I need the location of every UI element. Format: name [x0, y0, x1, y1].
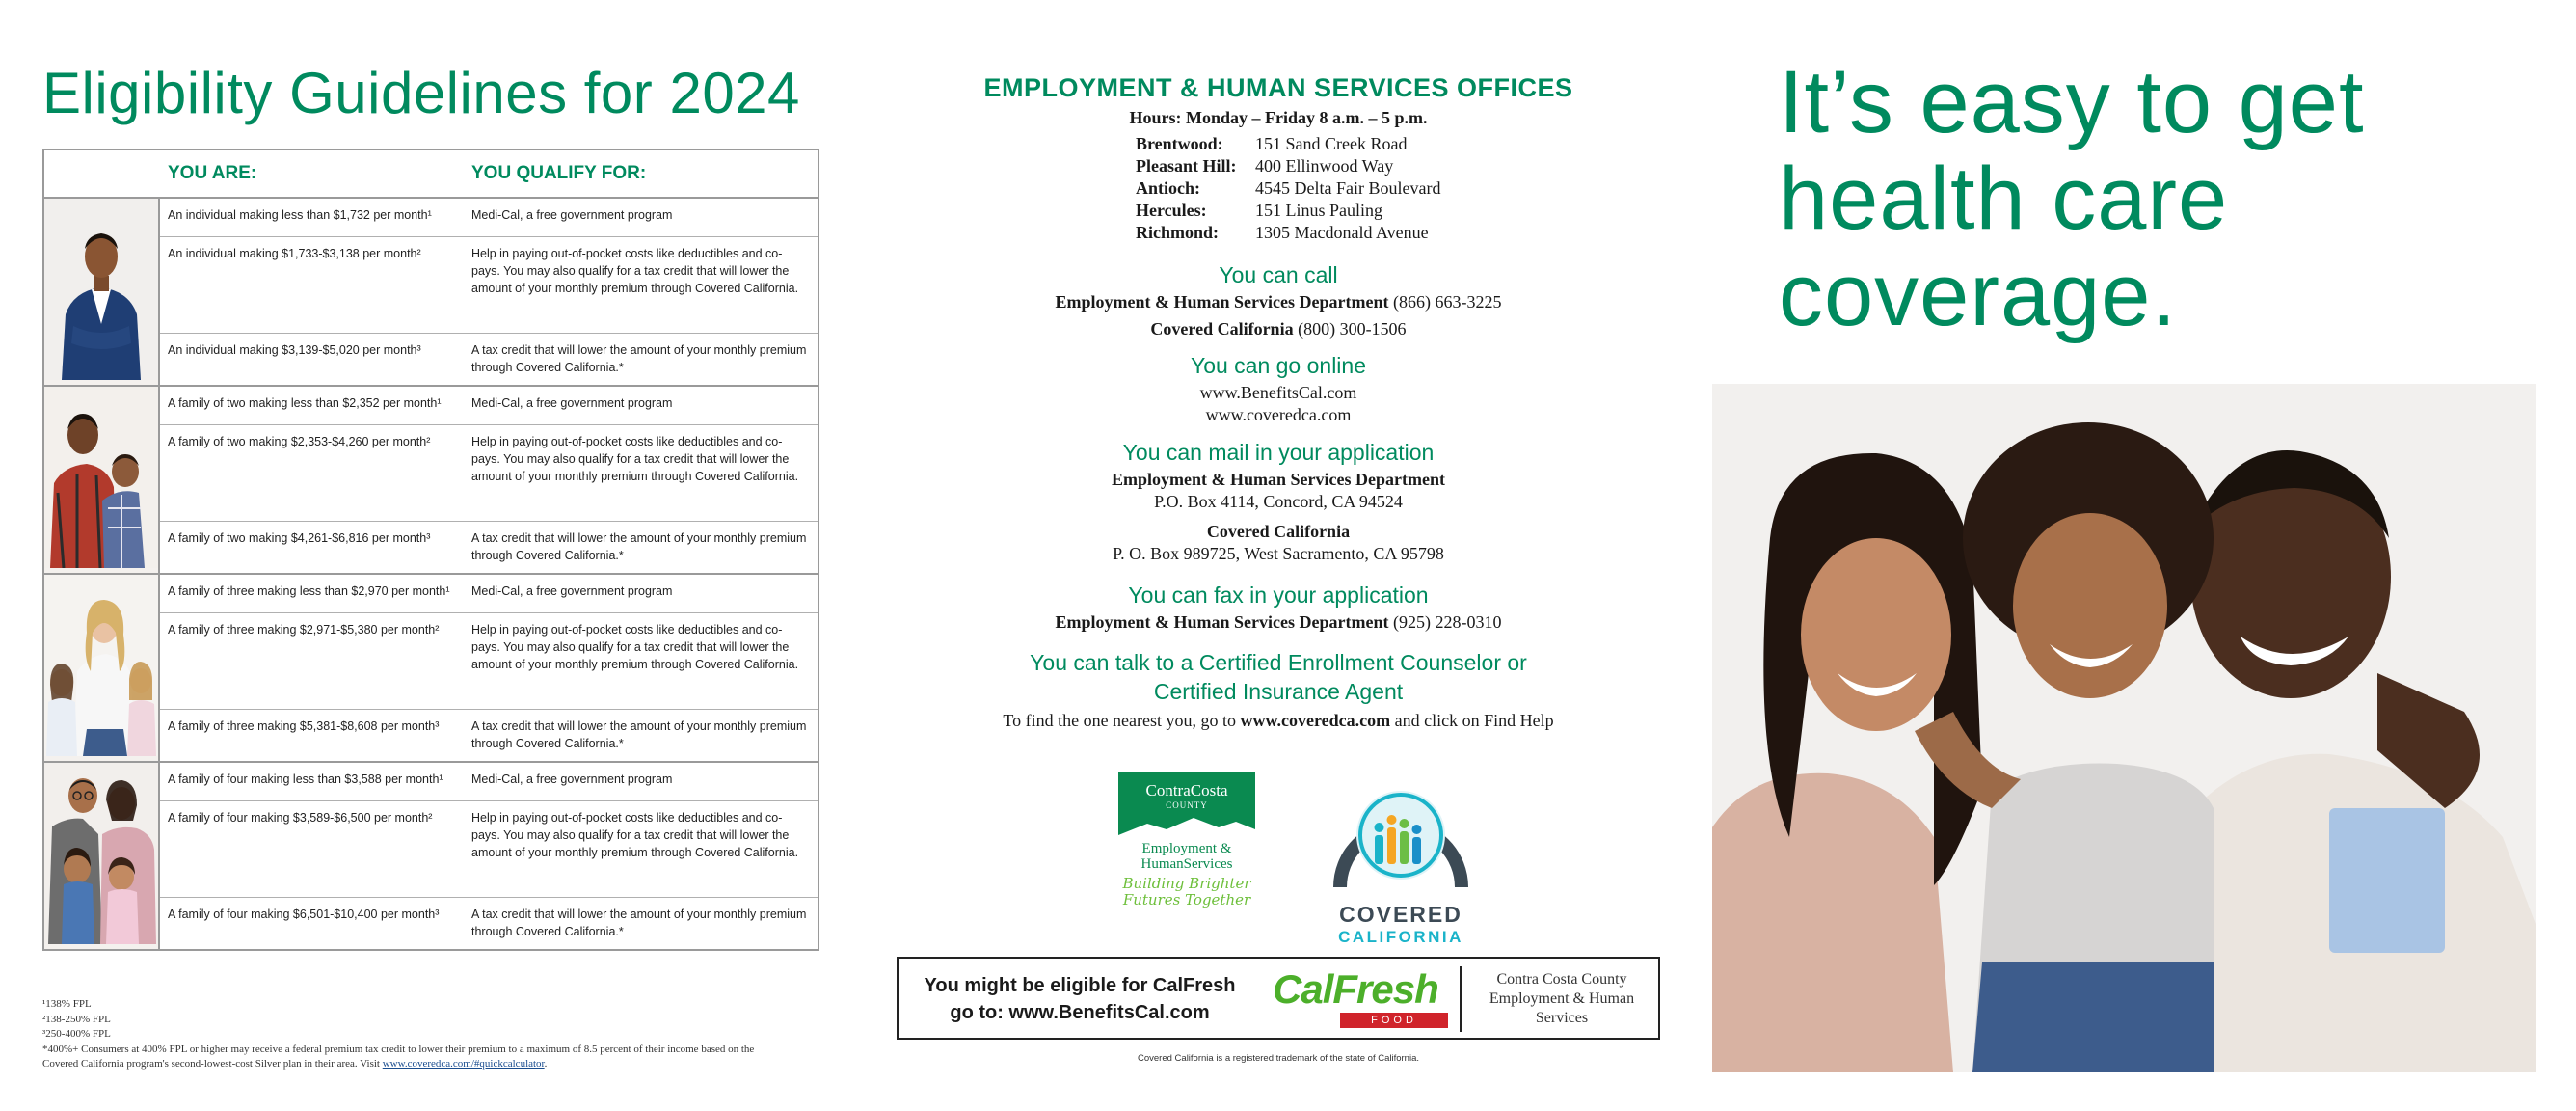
you-are-cell: A family of four making less than $3,588 per month¹: [168, 772, 443, 786]
cover-headline: [1779, 54, 2396, 343]
fax-line: [897, 611, 1660, 634]
table-group-individual: [44, 199, 818, 387]
page-title: Eligibility Guidelines for 2024: [42, 61, 800, 125]
table-row: [160, 425, 818, 522]
cc-tag-2: Futures Together: [1122, 891, 1251, 908]
table-row: [160, 199, 818, 237]
cc-ehs: [1118, 841, 1255, 872]
table-row: [160, 334, 818, 380]
office-item: [1136, 200, 1440, 222]
office-item: [1136, 177, 1440, 200]
office-list: [1136, 133, 1440, 244]
qualify-cell: A tax credit that will lower the amount of your monthly premium through Covered California.*: [471, 531, 807, 562]
quick-calculator-link[interactable]: www.coveredca.com/#quickcalculator: [382, 1058, 545, 1070]
table-row: [160, 763, 818, 801]
office-name: Hercules:: [1136, 201, 1207, 220]
header-you-qualify: YOU QUALIFY FOR:: [471, 163, 647, 183]
office-name: Brentwood:: [1136, 134, 1223, 153]
covered-california-logo: [1328, 772, 1473, 947]
counselor-post: and click on Find Help: [1390, 711, 1554, 730]
footnote-4-end: .: [544, 1058, 548, 1070]
office-address: 1305 Macdonald Avenue: [1255, 223, 1429, 242]
qualify-cell: Help in paying out-of-pocket costs like deductibles and co-pays. You may also qualify for a tax credit that will lower the amount of your monthly premium through Covered California.: [471, 435, 799, 483]
office-address: 400 Ellinwood Way: [1255, 156, 1394, 176]
smiling-family-photo: [1712, 384, 2536, 1072]
coveredca-link[interactable]: www.coveredca.com: [1205, 405, 1352, 424]
fax-heading: You can fax in your application: [1128, 583, 1429, 608]
contra-costa-logo: [1118, 772, 1255, 908]
you-are-cell: A family of three making $2,971-$5,380 per month²: [168, 623, 440, 637]
office-item: [1136, 133, 1440, 155]
calfresh-banner: [897, 957, 1660, 1040]
office-name: Antioch:: [1136, 178, 1200, 198]
office-item: [1136, 222, 1440, 244]
qualify-cell: Help in paying out-of-pocket costs like deductibles and co-pays. You may also qualify for a tax credit that will lower the amount of your monthly premium through Covered California.: [471, 247, 799, 295]
table-row: [160, 237, 818, 334]
table-row: [160, 522, 818, 568]
you-are-cell: A family of three making $5,381-$8,608 per month³: [168, 719, 440, 733]
fax-number: (925) 228-0310: [1388, 612, 1502, 632]
cc-ehs-1: Employment &: [1141, 841, 1232, 856]
counselor-heading-2: Certified Insurance Agent: [1153, 679, 1404, 704]
covered-sub: CALIFORNIA: [1338, 928, 1463, 946]
office-address: 151 Sand Creek Road: [1255, 134, 1408, 153]
mail-heading: You can mail in your application: [1122, 440, 1435, 465]
table-row: [160, 575, 818, 613]
single-man-photo: [44, 199, 160, 385]
cc-ehs-2: HumanServices: [1140, 856, 1233, 872]
footnotes: [42, 997, 756, 1072]
call-ehs-label: Employment & Human Services Department: [1055, 292, 1389, 312]
partner-logos: [1118, 772, 1504, 945]
qualify-cell: A tax credit that will lower the amount of your monthly premium through Covered California.*: [471, 719, 807, 750]
find-help-link[interactable]: www.coveredca.com: [1240, 711, 1391, 730]
table-group-family-of-three: [44, 575, 818, 763]
footnote-1: ¹138% FPL: [42, 998, 92, 1010]
calfresh-logo-sub: FOOD: [1340, 1013, 1448, 1028]
you-are-cell: An individual making less than $1,732 per month¹: [168, 208, 432, 222]
footnote-4: [42, 1043, 756, 1072]
header-you-are: YOU ARE:: [168, 163, 257, 183]
footnote-2: ²138-250% FPL: [42, 1013, 111, 1025]
table-group-family-of-two: [44, 387, 818, 575]
cc-county: COUNTY: [1166, 800, 1208, 810]
headline-line-2: health care: [1779, 149, 2229, 248]
you-are-cell: An individual making $1,733-$3,138 per month²: [168, 247, 421, 260]
headline-line-1: It’s easy to get: [1779, 53, 2365, 151]
call-covered-label: Covered California: [1150, 319, 1294, 339]
qualify-cell: Medi-Cal, a free government program: [471, 396, 673, 410]
father-son-photo: [44, 387, 160, 573]
office-hours: Hours: Monday – Friday 8 a.m. – 5 p.m.: [1129, 108, 1428, 127]
qualify-cell: Help in paying out-of-pocket costs like deductibles and co-pays. You may also qualify for a tax credit that will lower the amount of your monthly premium through Covered California.: [471, 811, 799, 859]
qualify-cell: A tax credit that will lower the amount of your monthly premium through Covered California.*: [471, 343, 807, 374]
offices-title: EMPLOYMENT & HUMAN SERVICES OFFICES: [983, 73, 1573, 102]
calfresh-text: [910, 972, 1249, 1026]
table-row: [160, 801, 818, 898]
cc-tag-1: Building Brighter: [1122, 875, 1251, 892]
office-address: 151 Linus Pauling: [1255, 201, 1383, 220]
qualify-cell: Help in paying out-of-pocket costs like deductibles and co-pays. You may also qualify for a tax credit that will lower the amount of your monthly premium through Covered California.: [471, 623, 799, 671]
cc-name: ContraCosta: [1145, 781, 1228, 799]
calfresh-logo-text: CalFresh: [1273, 966, 1438, 1012]
you-are-cell: A family of two making less than $2,352 per month¹: [168, 396, 442, 410]
call-line-covered: [897, 318, 1660, 340]
counselor-pre: To find the one nearest you, go to: [1003, 711, 1241, 730]
you-are-cell: An individual making $3,139-$5,020 per month³: [168, 343, 421, 357]
covered-word: COVERED: [1339, 902, 1462, 927]
qualify-cell: Medi-Cal, a free government program: [471, 772, 673, 786]
calfresh-line-1: You might be eligible for CalFresh: [924, 975, 1236, 996]
headline-line-3: coverage.: [1779, 246, 2178, 344]
calfresh-line-2[interactable]: go to: www.BenefitsCal.com: [950, 1002, 1210, 1023]
table-row: [160, 613, 818, 710]
table-row: [160, 387, 818, 425]
calfresh-county: Contra Costa County Employment & Human Services: [1489, 971, 1635, 1026]
fax-label: Employment & Human Services Department: [1055, 612, 1389, 632]
mail-covered-address: P. O. Box 989725, West Sacramento, CA 95798: [1113, 544, 1444, 563]
benefitscal-link[interactable]: www.BenefitsCal.com: [1199, 383, 1357, 402]
you-are-cell: A family of four making $6,501-$10,400 per month³: [168, 908, 440, 921]
call-covered-number: (800) 300-1506: [1293, 319, 1407, 339]
you-are-cell: A family of three making less than $2,970 per month¹: [168, 584, 450, 598]
office-address: 4545 Delta Fair Boulevard: [1255, 178, 1441, 198]
contra-costa-badge: [1118, 772, 1255, 835]
counselor-heading-1: You can talk to a Certified Enrollment Counselor or: [1030, 650, 1527, 675]
mail-ehs-address: P.O. Box 4114, Concord, CA 94524: [1154, 492, 1403, 511]
qualify-cell: Medi-Cal, a free government program: [471, 584, 673, 598]
online-heading: You can go online: [1190, 353, 1367, 378]
table-group-family-of-four: [44, 763, 818, 949]
covered-california-emblem-icon: [1328, 772, 1473, 893]
call-heading: You can call: [1219, 262, 1338, 287]
table-header: [44, 150, 818, 199]
office-name: Richmond:: [1136, 223, 1220, 242]
footnote-4-text: *400%+ Consumers at 400% FPL or higher may receive a federal premium tax credit to lower their premium to a maximum of 8.5 percent of their income based on the Covered California program's second-lowest-cost Silver plan in their area. Visit: [42, 1043, 755, 1070]
footnote-3: ³250-400% FPL: [42, 1028, 111, 1040]
qualify-cell: A tax credit that will lower the amount of your monthly premium through Covered California.*: [471, 908, 807, 938]
mother-daughters-photo: [44, 575, 160, 761]
you-are-cell: A family of four making $3,589-$6,500 per month²: [168, 811, 433, 825]
call-ehs-number: (866) 663-3225: [1388, 292, 1502, 312]
trademark-notice: Covered California is a registered trademark of the state of California.: [1138, 1053, 1419, 1064]
counselor-line: [897, 710, 1660, 732]
calfresh-logo: [1273, 968, 1465, 1032]
office-item: [1136, 155, 1440, 177]
divider: [1460, 966, 1462, 1032]
cc-tagline: [1118, 876, 1255, 908]
mail-ehs-label: Employment & Human Services Department: [1112, 470, 1445, 489]
you-are-cell: A family of two making $4,261-$6,816 per month³: [168, 531, 431, 545]
call-line-ehs: [897, 291, 1660, 313]
table-row: [160, 898, 818, 944]
qualify-cell: Medi-Cal, a free government program: [471, 208, 673, 222]
cover-panel: [1712, 0, 2576, 1111]
you-are-cell: A family of two making $2,353-$4,260 per month²: [168, 435, 431, 448]
mountain-icon: [1118, 816, 1255, 835]
mail-covered-label: Covered California: [1206, 522, 1351, 541]
office-name: Pleasant Hill:: [1136, 156, 1237, 176]
family-of-four-photo: [44, 763, 160, 949]
table-row: [160, 710, 818, 756]
eligibility-table: [42, 149, 819, 951]
